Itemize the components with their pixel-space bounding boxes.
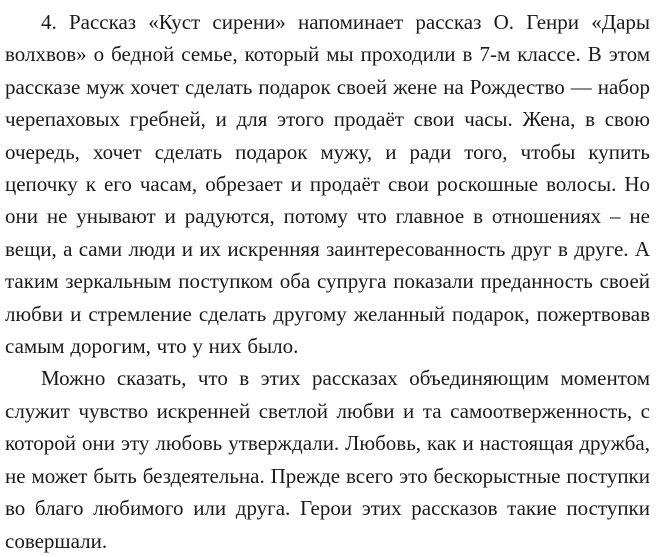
paragraph-1: 4. Рассказ «Куст сирени» напоминает рассказ О. Генри «Дары волхвов» о бедной семье, который мы проходили в 7-м классе. В этом рассказе муж хочет сделать подарок своей жене на Рождество — набор черепаховых гребней, и для этого продаёт свои часы. Жена, в свою очередь, хочет сделать подарок мужу, и ради того, чтобы купить цепочку к его часам, обрезает и продаёт свои роскошные волосы. Но они не унывают и радуются, потому что главное в отношениях – не вещи, а сами люди и их искренняя заинтересованность друг в друге. А таким зеркальным поступком оба супруга показали преданность своей любви и стремление сделать другому желанный подарок, пожертвовав самым дорогим, что у них было. — [5, 10, 650, 359]
paragraph-2: Можно сказать, что в этих рассказах объединяющим моментом служит чувство искренней светлой любви и та самоотверженность, с которой они эту любовь утверждали. Любовь, как и настоящая дружба, не может быть бездеятельна. Прежде всего это бескорыстные поступки во благо любимого или друга. Герои этих рассказов такие поступки совершали. — [5, 366, 650, 553]
